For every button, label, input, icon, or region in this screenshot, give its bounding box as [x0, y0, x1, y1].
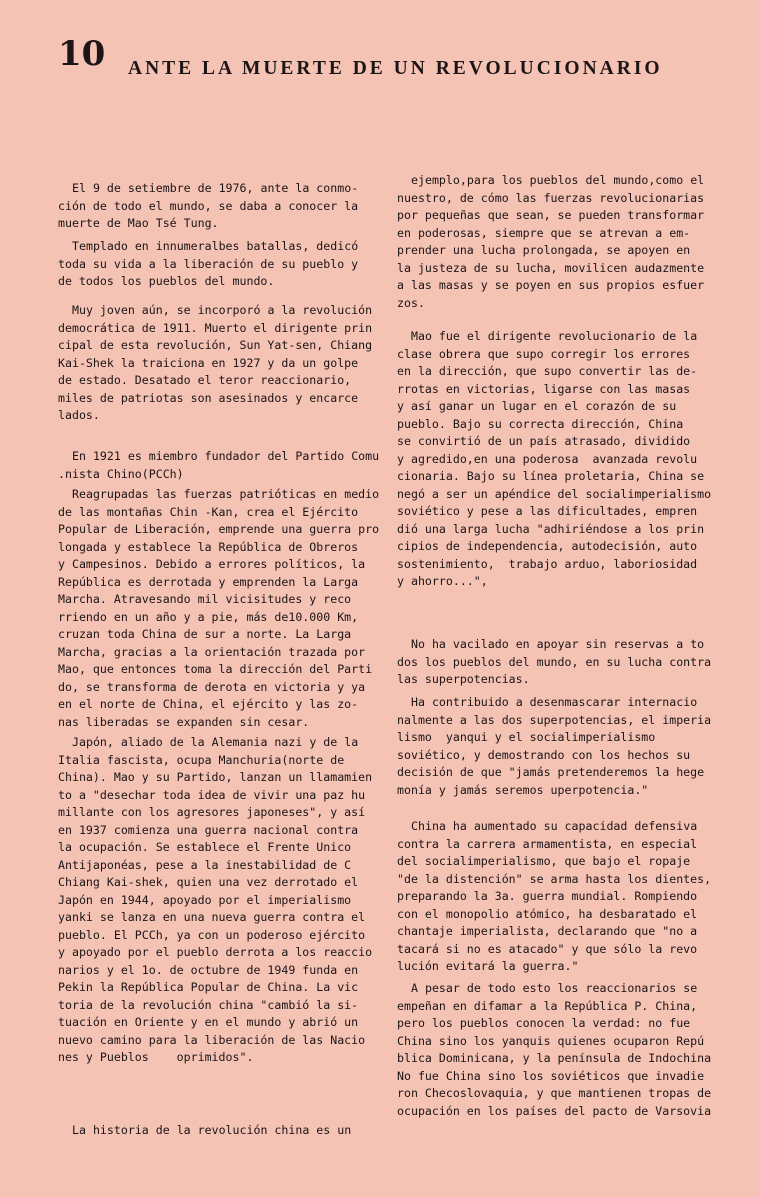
text-line: Marcha, gracias a la orientación trazada por	[58, 644, 366, 659]
text-line: negó a ser un apéndice del socialimperialismo	[397, 486, 712, 501]
text-line: toria de la revolución china "cambió la si-	[58, 997, 359, 1012]
text-line: de estado. Desatado el teror reaccionario,	[58, 373, 352, 387]
text-line: ron Checoslovaquia, y que mantienen tropas de	[397, 1086, 712, 1100]
text-line: longada y establece la República de Obreros	[58, 539, 359, 554]
text-line: Reagrupadas las fuerzas patrióticas en medio	[72, 487, 380, 501]
page-number: 10	[58, 34, 106, 74]
text-line: soviético y pese a las dificultades, empren	[397, 504, 698, 518]
text-line: Popular de Liberación, emprende una guerra pro	[58, 522, 380, 536]
text-line: A pesar de todo esto los reaccionarios se	[411, 981, 698, 995]
text-line: rrotas en victorias, ligarse con las masas	[397, 381, 691, 396]
paragraph	[397, 636, 711, 689]
text-line: "de la distención" se arma hasta los dientes,	[397, 871, 712, 886]
text-line: El 9 de setiembre de 1976, ante la conmo-	[72, 181, 359, 195]
text-line: las superpotencias.	[397, 672, 530, 686]
text-line: Mao, que entonces toma la dirección del Parti	[58, 662, 373, 676]
article-title: ANTE LA MUERTE DE UN REVOLUCIONARIO	[128, 58, 663, 79]
text-line: miles de patriotas son asesinados y encarce	[58, 390, 359, 405]
text-line: zos.	[397, 295, 425, 310]
text-line: Ha contribuido a desenmascarar internacio	[411, 695, 698, 709]
text-line: y agredido,en una poderosa avanzada revolu	[397, 451, 698, 466]
text-line: y apoyado por el pueblo derrota a los reaccio	[58, 945, 373, 959]
text-line: Antijaponéas, pese a la inestabilidad de C	[58, 857, 352, 872]
text-line: tacará si no es atacado" y que sólo la revo	[397, 941, 698, 956]
text-line: cionaria. Bajo su línea proletaria, China se	[397, 469, 705, 483]
text-line: en 1937 comienza una guerra nacional contra	[58, 822, 359, 837]
text-line: preparando la 3a. guerra mundial. Rompiendo	[397, 889, 698, 903]
text-line: Pekin la República Popular de China. La vic	[58, 980, 359, 994]
text-line: China sino los yanquis quienes ocuparon Repú	[397, 1033, 705, 1048]
text-line: lución evitará la guerra."	[397, 959, 579, 973]
paragraph	[397, 328, 711, 591]
paragraph	[397, 172, 704, 312]
text-line: to a "desechar toda idea de vivir una paz hu	[58, 787, 366, 802]
text-line: cipal de esta revolución, Sun Yat-sen, Chiang	[58, 338, 373, 352]
text-line: toda su vida a la liberación de su pueblo y	[58, 256, 359, 271]
text-line: de todos los pueblos del mundo.	[58, 274, 275, 288]
text-line: lismo yanqui y el socialimperialismo	[397, 730, 656, 744]
text-line: No fue China sino los soviéticos que invadie	[397, 1068, 705, 1083]
paragraph	[58, 180, 358, 233]
text-line: de las montañas Chin -Kan, crea el Ejército	[58, 504, 359, 519]
text-line: dió una larga lucha "adhiriéndose a los prin	[397, 521, 705, 536]
text-line: se convirtió de un país atrasado, dividido	[397, 434, 691, 448]
text-line: y así ganar un lugar en el corazón de su	[397, 399, 677, 413]
text-line: millante con los agresores japoneses", y así	[58, 805, 366, 819]
text-line: pero los pueblos conocen la verdad: no fue	[397, 1016, 691, 1030]
text-line: nuevo camino para la liberación de las Nacio	[58, 1032, 366, 1047]
text-line: Marcha. Atravesando mil vicisitudes y reco	[58, 592, 352, 606]
text-line: China ha aumentado su capacidad defensiva	[411, 819, 698, 833]
text-line: do, se transforma de derota en victoria y ya	[58, 679, 366, 694]
text-line: Italia fascista, ocupa Manchuria(norte de	[58, 752, 345, 767]
text-line: y ahorro...",	[397, 574, 488, 588]
text-line: monía y jamás seremos uperpotencia."	[397, 782, 649, 797]
paragraph	[397, 980, 711, 1120]
text-line: cruzan toda China de sur a norte. La Larga	[58, 627, 352, 641]
text-line: tuación en Oriente y en el mundo y abrió un	[58, 1015, 359, 1029]
text-line: en la dirección, que supo convertir las de-	[397, 364, 698, 378]
text-line: contra la carrera armamentista, en especial	[397, 836, 698, 851]
text-line: por pequeñas que sean, se pueden transformar	[397, 208, 705, 222]
text-line: a las masas y se poyen en sus propios esfuer	[397, 278, 705, 292]
paragraph	[58, 1122, 351, 1140]
text-line: nalmente a las dos superpotencias, el imperia	[397, 712, 712, 727]
text-line: la ocupación. Se establece el Frente Unico	[58, 840, 352, 854]
text-line: ejemplo,para los pueblos del mundo,como el	[411, 173, 705, 187]
text-line: decisión de que "jamás pretenderemos la hege	[397, 765, 705, 779]
text-line: nes y Pueblos oprimidos".	[58, 1050, 254, 1064]
text-line: narios y el 1o. de octubre de 1949 funda en	[58, 962, 359, 977]
paragraph	[397, 818, 711, 976]
text-line: y Campesinos. Debido a errores políticos, la	[58, 557, 366, 571]
text-line: Chiang Kai-shek, quien una vez derrotado el	[58, 875, 359, 889]
paragraph	[397, 694, 711, 799]
text-line: Japón en 1944, apoyado por el imperialismo	[58, 892, 352, 907]
text-line: pueblo. El PCCh, ya con un poderoso ejército	[58, 927, 366, 942]
text-line: Japón, aliado de la Alemania nazi y de la	[72, 735, 359, 749]
text-line: dos los pueblos del mundo, en su lucha contra	[397, 654, 712, 669]
paragraph	[58, 448, 379, 483]
text-line: República es derrotada y emprenden la Larga	[58, 574, 359, 589]
text-line: .nista Chino(PCCh)	[58, 466, 184, 481]
text-line: Kai-Shek la traiciona en 1927 y da un golpe	[58, 355, 359, 370]
text-line: muerte de Mao Tsé Tung.	[58, 216, 219, 230]
text-line: En 1921 es miembro fundador del Partido Comu	[72, 449, 380, 463]
paragraph	[58, 238, 358, 291]
text-line: la justeza de su lucha, movilicen audazmente	[397, 260, 705, 275]
text-line: nuestro, de cómo las fuerzas revolucionarias	[397, 190, 705, 205]
text-line: Mao fue el dirigente revolucionario de la	[411, 329, 698, 343]
paragraph	[58, 486, 379, 731]
text-line: La historia de la revolución china es un	[72, 1123, 352, 1137]
text-line: democrática de 1911. Muerto el dirigente prin	[58, 320, 373, 335]
text-line: lados.	[58, 408, 100, 422]
text-line: Templado en innumeralbes batallas, dedicó	[72, 239, 359, 253]
text-line: Muy joven aún, se incorporó a la revolución	[72, 303, 373, 317]
text-line: blica Dominicana, y la península de Indochina	[397, 1051, 712, 1065]
text-line: No ha vacilado en apoyar sin reservas a to	[411, 637, 705, 651]
text-line: con el monopolio atómico, ha desbaratado el	[397, 906, 698, 921]
text-line: cipios de independencia, autodecisión, auto	[397, 539, 698, 553]
text-line: soviético, y demostrando con los hechos su	[397, 747, 691, 762]
text-line: rriendo en un año y a pie, más de10.000 Km,	[58, 609, 359, 624]
text-line: chantaje imperialista, declarando que "no a	[397, 924, 698, 938]
text-line: sostenimiento, trabajo arduo, laboriosidad	[397, 556, 698, 571]
text-line: ocupación en los países del pacto de Varsovia	[397, 1103, 712, 1118]
text-line: clase obrera que supo corregir los errores	[397, 346, 691, 361]
text-line: ción de todo el mundo, se daba a conocer la	[58, 198, 359, 213]
paragraph	[58, 734, 372, 1067]
text-line: yanki se lanza en una nueva guerra contra el	[58, 910, 366, 924]
paragraph	[58, 302, 372, 425]
text-line: en el norte de China, el ejército y las zo-	[58, 697, 359, 711]
text-line: empeñan en difamar a la República P. China,	[397, 998, 698, 1013]
text-line: en poderosas, siempre que se atrevan a em-	[397, 225, 691, 240]
text-line: prender una lucha prolongada, se apoyen en	[397, 243, 691, 257]
text-line: pueblo. Bajo su correcta dirección, China	[397, 416, 684, 431]
text-line: China). Mao y su Partido, lanzan un llamamien	[58, 770, 373, 784]
text-line: nas liberadas se expanden sin cesar.	[58, 714, 310, 729]
text-line: del socialimperialismo, que bajo el ropaje	[397, 854, 691, 868]
